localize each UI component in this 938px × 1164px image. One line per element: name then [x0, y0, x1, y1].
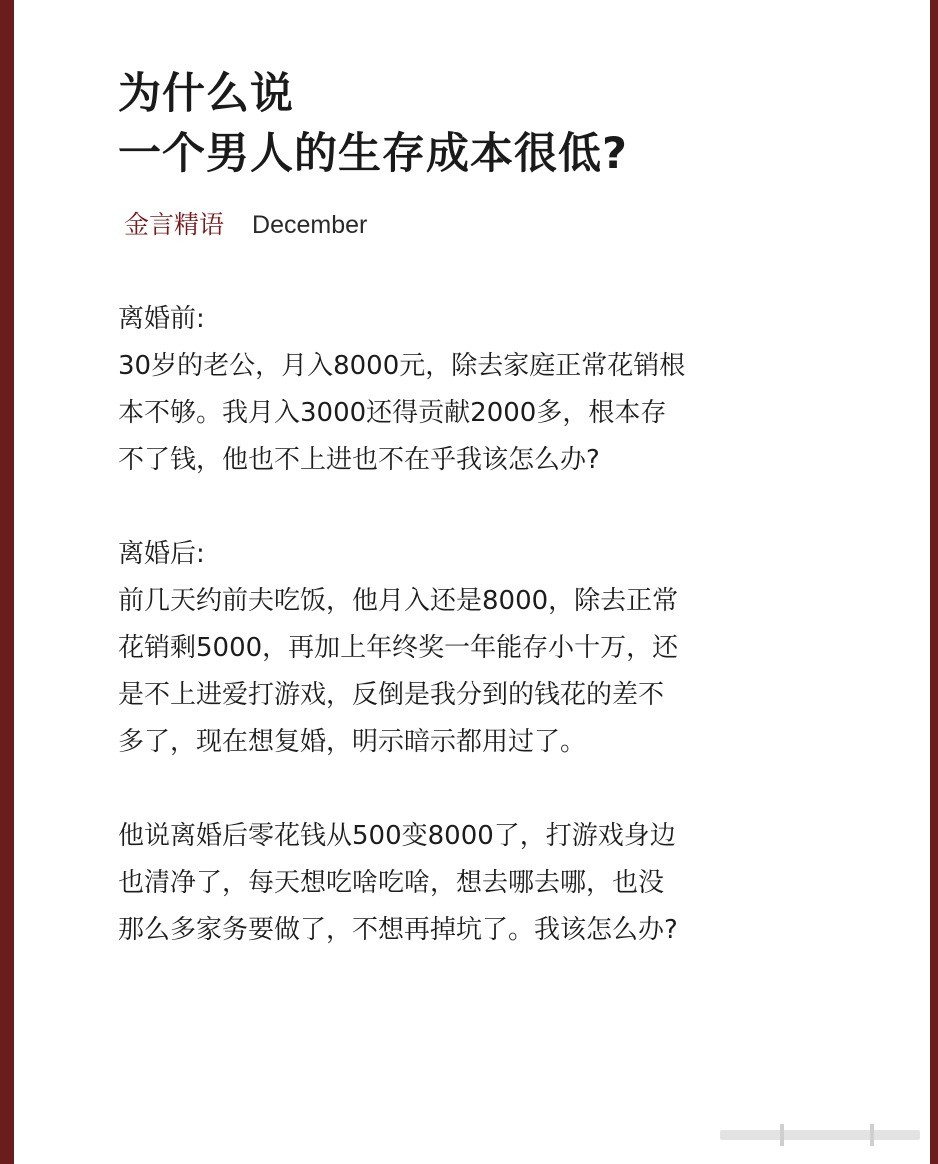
article-title	[118, 64, 628, 184]
text-line: 也清净了，每天想吃啥吃啥，想去哪去哪，也没	[118, 868, 665, 898]
text-line: 不了钱，他也不上进也不在乎我该怎么办?	[118, 445, 600, 475]
article-body	[118, 296, 818, 954]
watermark-bar	[720, 1130, 920, 1140]
month-label: December	[252, 211, 368, 239]
text-line: 多了，现在想复婚，明示暗示都用过了。	[118, 727, 587, 757]
right-border	[930, 0, 938, 1164]
paragraph-gap	[118, 766, 818, 813]
closing-section	[118, 813, 818, 954]
text-line: 那么多家务要做了，不想再掉坑了。我该怎么办?	[118, 915, 678, 945]
text-line: 是不上进爱打游戏，反倒是我分到的钱花的差不	[118, 680, 665, 710]
title-line: 一个男人的生存成本很低?	[118, 129, 628, 179]
before-section	[118, 296, 818, 484]
text-line: 他说离婚后零花钱从500变8000了，打游戏身边	[118, 821, 676, 851]
section-heading: 离婚后:	[118, 539, 205, 569]
text-line: 前几天约前夫吃饭，他月入还是8000，除去正常	[118, 586, 679, 616]
article-card	[14, 0, 930, 1164]
section-heading: 离婚前:	[118, 304, 205, 334]
article-meta	[124, 208, 367, 242]
text-line: 本不够。我月入3000还得贡献2000多，根本存	[118, 398, 667, 428]
text-line: 30岁的老公，月入8000元，除去家庭正常花销根	[118, 351, 686, 381]
paragraph-gap	[118, 484, 818, 531]
watermark-mark	[720, 1124, 920, 1146]
left-border	[0, 0, 14, 1164]
source-label: 金言精语	[124, 210, 225, 239]
after-section	[118, 531, 818, 766]
title-line: 为什么说	[118, 69, 294, 119]
text-line: 花销剩5000，再加上年终奖一年能存小十万，还	[118, 633, 679, 663]
watermark-tick	[780, 1124, 784, 1146]
watermark-tick	[870, 1124, 874, 1146]
